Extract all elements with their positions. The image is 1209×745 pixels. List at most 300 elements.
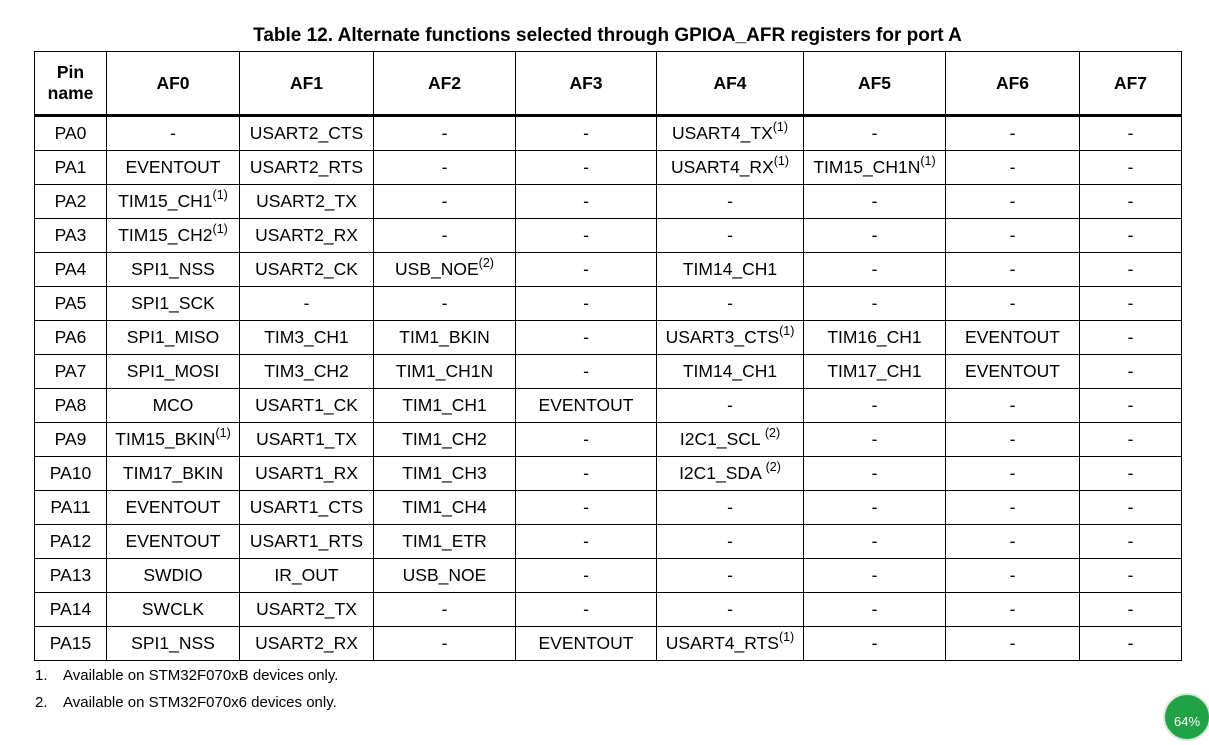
function-cell	[240, 355, 374, 389]
footnote-ref: (2)	[765, 460, 781, 475]
cell-text: -	[1009, 123, 1016, 143]
function-cell	[804, 389, 946, 423]
function-cell	[374, 321, 516, 355]
cell-text: USART1_CK	[255, 395, 358, 415]
function-cell	[657, 593, 804, 627]
table-row	[35, 287, 1182, 321]
function-cell	[516, 151, 657, 185]
column-header: AF1	[240, 52, 374, 116]
function-cell	[516, 287, 657, 321]
cell-text: -	[871, 225, 878, 245]
column-header: AF4	[657, 52, 804, 116]
function-cell	[374, 116, 516, 151]
footnote-text: Available on STM32F070xB devices only.	[63, 667, 339, 684]
function-cell	[657, 151, 804, 185]
cell-text: USB_NOE	[395, 259, 479, 279]
function-cell	[804, 457, 946, 491]
function-cell	[516, 559, 657, 593]
cell-text: -	[441, 293, 448, 313]
cell-text: TIM1_CH1	[402, 395, 487, 415]
function-cell	[516, 253, 657, 287]
function-cell	[1080, 219, 1182, 253]
cell-text: -	[441, 599, 448, 619]
cell-text: -	[727, 565, 733, 585]
function-cell	[1080, 185, 1182, 219]
function-cell	[107, 151, 240, 185]
cell-text: -	[871, 191, 878, 211]
cell-text: -	[303, 293, 310, 313]
cell-text: -	[1009, 259, 1016, 279]
cell-text: EVENTOUT	[538, 395, 634, 415]
cell-text: -	[727, 497, 733, 517]
pin-name-cell	[35, 253, 107, 287]
cell-text: -	[583, 157, 589, 177]
cell-text: USART1_RTS	[249, 531, 364, 551]
cell-text: -	[1127, 633, 1134, 653]
function-cell	[804, 491, 946, 525]
footnote-ref: (1)	[212, 222, 228, 237]
cell-text: USART2_CK	[255, 259, 358, 279]
pin-name-cell	[35, 287, 107, 321]
function-cell	[374, 457, 516, 491]
cell-text: -	[1127, 463, 1134, 483]
function-cell	[946, 627, 1080, 661]
function-cell	[374, 185, 516, 219]
function-cell	[240, 627, 374, 661]
function-cell	[374, 287, 516, 321]
cell-text: -	[441, 157, 448, 177]
cell-text: EVENTOUT	[965, 327, 1060, 347]
function-cell	[657, 321, 804, 355]
function-cell	[240, 423, 374, 457]
function-cell	[516, 423, 657, 457]
cell-text: USART2_RTS	[249, 157, 364, 177]
function-cell	[374, 627, 516, 661]
pin-name-cell	[35, 219, 107, 253]
function-cell	[516, 627, 657, 661]
table-row	[35, 355, 1182, 389]
function-cell	[240, 219, 374, 253]
alternate-functions-table	[34, 51, 1182, 661]
function-cell	[946, 559, 1080, 593]
table-row	[35, 253, 1182, 287]
pin-name-cell	[35, 185, 107, 219]
function-cell	[516, 116, 657, 151]
pin-name-cell	[35, 525, 107, 559]
cell-text: -	[1127, 123, 1134, 143]
function-cell	[374, 559, 516, 593]
cell-text: IR_OUT	[274, 565, 339, 585]
function-cell	[657, 287, 804, 321]
function-cell	[1080, 525, 1182, 559]
function-cell	[804, 593, 946, 627]
cell-text: -	[583, 497, 589, 517]
cell-text: TIM17_CH1	[827, 361, 922, 381]
cell-text: USART3_CTS	[665, 327, 780, 347]
function-cell	[1080, 389, 1182, 423]
column-header: AF2	[374, 52, 516, 116]
cell-text: I2C1_SCL	[679, 429, 765, 449]
cell-text: TIM14_CH1	[682, 259, 778, 279]
cell-text: TIM14_CH1	[682, 361, 778, 381]
column-header: Pin name	[35, 52, 107, 116]
cell-text: -	[1127, 191, 1134, 211]
footnote-ref: (1)	[779, 324, 795, 339]
footnote-ref: (2)	[764, 426, 781, 441]
cell-text: -	[441, 191, 448, 211]
pin-name-cell	[35, 627, 107, 661]
function-cell	[107, 457, 240, 491]
function-cell	[240, 525, 374, 559]
function-cell	[657, 253, 804, 287]
table-row	[35, 219, 1182, 253]
cell-text: I2C1_SDA	[679, 463, 766, 483]
function-cell	[107, 423, 240, 457]
table-row	[35, 457, 1182, 491]
function-cell	[804, 151, 946, 185]
function-cell	[240, 253, 374, 287]
cell-text: -	[1009, 565, 1016, 585]
cell-text: -	[727, 191, 733, 211]
function-cell	[804, 423, 946, 457]
function-cell	[107, 491, 240, 525]
function-cell	[374, 219, 516, 253]
column-header: AF6	[946, 52, 1080, 116]
function-cell	[657, 627, 804, 661]
cell-text: PA3	[54, 225, 87, 245]
function-cell	[107, 559, 240, 593]
cell-text: TIM15_CH1	[118, 191, 213, 211]
function-cell	[374, 355, 516, 389]
function-cell	[240, 185, 374, 219]
cell-text: -	[727, 599, 733, 619]
cell-text: -	[1127, 259, 1134, 279]
function-cell	[946, 116, 1080, 151]
cell-text: -	[1009, 395, 1016, 415]
cell-text: TIM16_CH1	[827, 327, 922, 347]
cell-text: PA12	[49, 531, 92, 551]
table-row	[35, 627, 1182, 661]
cell-text: USART1_TX	[256, 429, 357, 449]
function-cell	[1080, 423, 1182, 457]
table-row	[35, 593, 1182, 627]
function-cell	[946, 219, 1080, 253]
cell-text: -	[170, 123, 176, 143]
cell-text: TIM1_CH1N	[395, 361, 494, 381]
function-cell	[657, 389, 804, 423]
cell-text: EVENTOUT	[125, 531, 221, 551]
cell-text: USART2_TX	[256, 191, 357, 211]
cell-text: PA15	[49, 633, 92, 653]
table-row	[35, 185, 1182, 219]
cell-text: -	[1009, 293, 1016, 313]
cell-text: -	[871, 293, 878, 313]
cell-text: -	[871, 395, 878, 415]
cell-text: -	[1127, 225, 1134, 245]
cell-text: -	[441, 633, 448, 653]
footnote-ref: (1)	[212, 188, 228, 203]
function-cell	[107, 389, 240, 423]
cell-text: -	[1127, 599, 1134, 619]
function-cell	[1080, 355, 1182, 389]
cell-text: TIM1_CH3	[402, 463, 487, 483]
footnote-text: Available on STM32F070x6 devices only.	[63, 694, 337, 711]
function-cell	[1080, 559, 1182, 593]
cell-text: SPI1_MISO	[126, 327, 220, 347]
cell-text: -	[727, 293, 733, 313]
cell-text: -	[1009, 225, 1016, 245]
footnote-ref: (1)	[772, 120, 789, 135]
function-cell	[240, 287, 374, 321]
cell-text: -	[871, 565, 878, 585]
cell-text: TIM15_BKIN	[115, 429, 216, 449]
function-cell	[1080, 321, 1182, 355]
function-cell	[107, 287, 240, 321]
function-cell	[657, 491, 804, 525]
function-cell	[946, 457, 1080, 491]
function-cell	[516, 185, 657, 219]
cell-text: USART1_RX	[255, 463, 358, 483]
function-cell	[804, 116, 946, 151]
cell-text: -	[441, 225, 448, 245]
cell-text: TIM1_BKIN	[399, 327, 490, 347]
cell-text: TIM17_BKIN	[122, 463, 224, 483]
function-cell	[516, 457, 657, 491]
function-cell	[804, 253, 946, 287]
header-row	[35, 52, 1182, 116]
function-cell	[516, 593, 657, 627]
cell-text: -	[583, 565, 589, 585]
cell-text: -	[1127, 497, 1134, 517]
cell-text: PA2	[54, 191, 87, 211]
footnote-ref: (1)	[215, 426, 231, 441]
table-row	[35, 423, 1182, 457]
function-cell	[240, 321, 374, 355]
cell-text: -	[871, 599, 878, 619]
function-cell	[804, 287, 946, 321]
cell-text: EVENTOUT	[125, 497, 221, 517]
function-cell	[107, 593, 240, 627]
function-cell	[946, 491, 1080, 525]
function-cell	[657, 457, 804, 491]
function-cell	[946, 355, 1080, 389]
cell-text: -	[583, 429, 589, 449]
cell-text: -	[583, 327, 589, 347]
function-cell	[374, 253, 516, 287]
cell-text: TIM1_ETR	[402, 531, 487, 551]
function-cell	[107, 525, 240, 559]
cell-text: PA4	[54, 259, 87, 279]
function-cell	[240, 559, 374, 593]
function-cell	[374, 423, 516, 457]
cell-text: -	[583, 599, 589, 619]
cell-text: -	[727, 531, 733, 551]
pin-name-cell	[35, 151, 107, 185]
cell-text: -	[583, 293, 589, 313]
cell-text: USART2_RX	[255, 225, 358, 245]
function-cell	[374, 593, 516, 627]
cell-text: -	[1009, 463, 1016, 483]
cell-text: -	[871, 497, 878, 517]
cell-text: -	[1009, 429, 1016, 449]
table-row	[35, 321, 1182, 355]
function-cell	[107, 627, 240, 661]
cell-text: USART2_CTS	[249, 123, 364, 143]
function-cell	[516, 389, 657, 423]
table-row	[35, 389, 1182, 423]
function-cell	[804, 559, 946, 593]
cell-text: USART2_RX	[255, 633, 358, 653]
cell-text: MCO	[152, 395, 194, 415]
cell-text: PA9	[54, 429, 87, 449]
table-row	[35, 559, 1182, 593]
cell-text: -	[727, 225, 733, 245]
cell-text: -	[1127, 429, 1134, 449]
cell-text: -	[871, 463, 878, 483]
table-row	[35, 491, 1182, 525]
function-cell	[107, 219, 240, 253]
function-cell	[374, 491, 516, 525]
column-header: AF0	[107, 52, 240, 116]
cell-text: -	[871, 429, 878, 449]
function-cell	[516, 525, 657, 559]
table-row	[35, 151, 1182, 185]
function-cell	[240, 389, 374, 423]
cell-text: PA0	[54, 123, 87, 143]
cell-text: EVENTOUT	[125, 157, 221, 177]
cell-text: TIM3_CH2	[264, 361, 349, 381]
table-caption: Table 12. Alternate functions selected through GPIOA_AFR registers for port A	[253, 25, 962, 46]
cell-text: USART2_TX	[256, 599, 357, 619]
function-cell	[804, 185, 946, 219]
cell-text: -	[1127, 531, 1134, 551]
footnote-number: 2.	[35, 694, 48, 711]
cell-text: SPI1_NSS	[131, 633, 215, 653]
cell-text: -	[1009, 157, 1016, 177]
footnote-number: 1.	[35, 667, 48, 684]
pin-name-cell	[35, 355, 107, 389]
function-cell	[107, 185, 240, 219]
cell-text: -	[583, 361, 589, 381]
cell-text: TIM15_CH1N	[813, 157, 921, 177]
footnote-ref: (1)	[773, 154, 790, 169]
function-cell	[240, 593, 374, 627]
cell-text: -	[583, 191, 589, 211]
cell-text: TIM3_CH1	[264, 327, 349, 347]
cell-text: USART4_RX	[670, 157, 774, 177]
cell-text: PA13	[49, 565, 92, 585]
cell-text: SPI1_NSS	[131, 259, 215, 279]
function-cell	[946, 253, 1080, 287]
cell-text: -	[1009, 497, 1016, 517]
cell-text: PA7	[54, 361, 87, 381]
function-cell	[240, 151, 374, 185]
pin-name-cell	[35, 423, 107, 457]
cell-text: -	[583, 259, 589, 279]
function-cell	[240, 116, 374, 151]
function-cell	[1080, 627, 1182, 661]
cell-text: TIM15_CH2	[118, 225, 213, 245]
pin-name-cell	[35, 457, 107, 491]
table-row	[35, 525, 1182, 559]
zoom-level-badge[interactable]: 64%	[1163, 693, 1209, 741]
function-cell	[240, 457, 374, 491]
function-cell	[804, 627, 946, 661]
pin-name-cell	[35, 593, 107, 627]
cell-text: -	[1009, 531, 1016, 551]
function-cell	[657, 219, 804, 253]
function-cell	[946, 287, 1080, 321]
function-cell	[374, 525, 516, 559]
function-cell	[1080, 151, 1182, 185]
function-cell	[946, 321, 1080, 355]
cell-text: -	[1127, 565, 1134, 585]
function-cell	[374, 389, 516, 423]
cell-text: EVENTOUT	[538, 633, 634, 653]
cell-text: PA5	[54, 293, 87, 313]
cell-text: PA11	[50, 497, 91, 517]
cell-text: -	[1009, 599, 1016, 619]
cell-text: -	[1127, 157, 1134, 177]
function-cell	[946, 423, 1080, 457]
function-cell	[657, 116, 804, 151]
function-cell	[946, 151, 1080, 185]
cell-text: TIM1_CH2	[402, 429, 487, 449]
function-cell	[657, 559, 804, 593]
function-cell	[240, 491, 374, 525]
footnote-2	[35, 694, 337, 712]
table-row	[35, 116, 1182, 151]
function-cell	[946, 525, 1080, 559]
footnote-ref: (1)	[920, 154, 936, 169]
cell-text: SWDIO	[143, 565, 203, 585]
cell-text: PA6	[54, 327, 87, 347]
pin-name-cell	[35, 389, 107, 423]
cell-text: PA8	[54, 395, 87, 415]
cell-text: SWCLK	[141, 599, 205, 619]
function-cell	[1080, 116, 1182, 151]
function-cell	[107, 116, 240, 151]
cell-text: -	[871, 633, 878, 653]
function-cell	[657, 355, 804, 389]
function-cell	[804, 525, 946, 559]
cell-text: USART4_RTS	[665, 633, 779, 653]
footnote-ref: (2)	[478, 256, 494, 271]
pin-name-cell	[35, 321, 107, 355]
function-cell	[516, 219, 657, 253]
cell-text: SPI1_SCK	[131, 293, 215, 313]
function-cell	[657, 525, 804, 559]
cell-text: -	[1009, 191, 1016, 211]
cell-text: PA10	[49, 463, 92, 483]
cell-text: -	[871, 259, 878, 279]
function-cell	[1080, 457, 1182, 491]
cell-text: USB_NOE	[402, 565, 487, 585]
cell-text: -	[1127, 395, 1134, 415]
cell-text: -	[727, 395, 733, 415]
function-cell	[516, 355, 657, 389]
cell-text: -	[1127, 327, 1134, 347]
function-cell	[804, 219, 946, 253]
footnote-1	[35, 667, 338, 685]
function-cell	[946, 593, 1080, 627]
pin-name-cell	[35, 559, 107, 593]
column-header: AF3	[516, 52, 657, 116]
function-cell	[1080, 593, 1182, 627]
column-header: AF5	[804, 52, 946, 116]
function-cell	[804, 355, 946, 389]
function-cell	[657, 423, 804, 457]
